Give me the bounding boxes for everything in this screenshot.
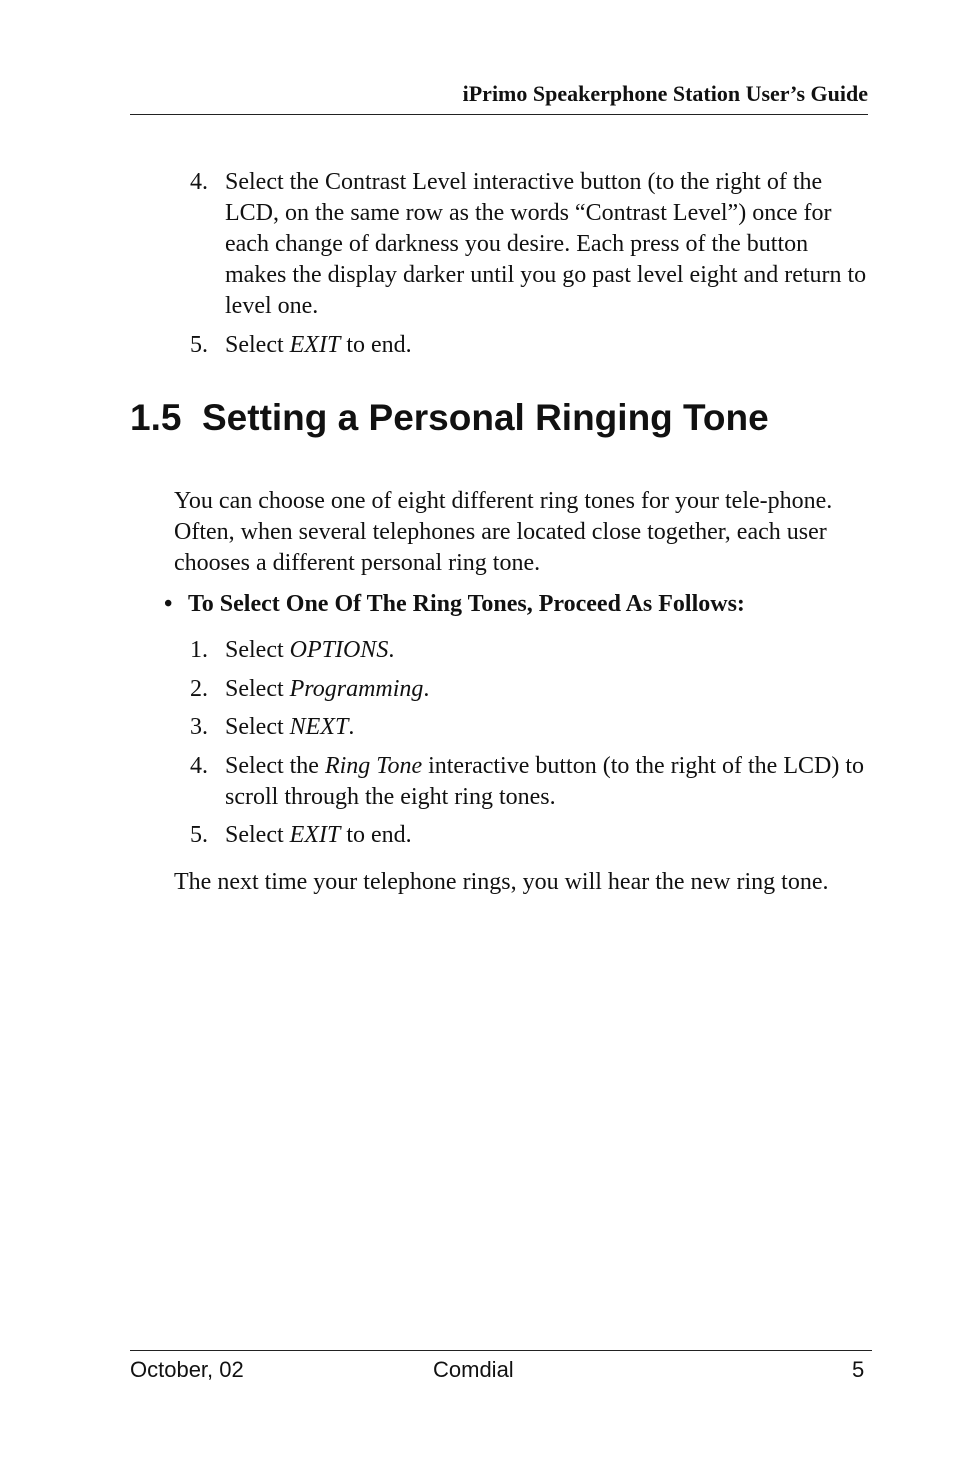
- list-item: [190, 167, 870, 322]
- step-number: 3.: [190, 714, 208, 740]
- page-number: 5: [852, 1357, 865, 1382]
- step-emphasis: Programming: [289, 675, 424, 702]
- step-text-after: .: [348, 714, 355, 740]
- step-text-after: interactive button (to the right of the LCD) to scroll through the eight ring tones.: [225, 752, 864, 810]
- step-number: 4.: [190, 169, 208, 195]
- list-item: [190, 674, 870, 705]
- step-text: Select the Contrast Level interactive button (to the right of the LCD, on the same row as the words “Contrast Level”) once for each change of darkness you desire. Each press of the button makes the display darker until you go past level eight and return to level one.: [225, 169, 867, 319]
- bullet: •: [164, 591, 173, 617]
- step-text-after: to end.: [340, 822, 412, 848]
- step-emphasis: EXIT: [289, 822, 341, 848]
- step-number: 5.: [190, 332, 208, 358]
- step-text-before: Select: [225, 332, 290, 358]
- step-text-before: Select: [225, 822, 290, 848]
- footer-rule: [130, 1350, 872, 1351]
- step-emphasis: NEXT: [289, 714, 349, 740]
- step-number: 5.: [190, 822, 208, 848]
- step-text-before: Select the: [225, 752, 325, 779]
- list-item: [190, 820, 870, 851]
- previous-steps-list: [190, 167, 870, 369]
- step-emphasis: EXIT: [289, 332, 341, 358]
- list-item: [190, 712, 870, 743]
- step-text-after: to end.: [340, 332, 412, 358]
- step-text-after: .: [423, 675, 430, 702]
- list-item: [190, 751, 870, 813]
- list-item: [190, 635, 870, 666]
- step-text-after: .: [388, 637, 395, 663]
- step-text-before: Select: [225, 675, 290, 702]
- closing-paragraph: The next time your telephone rings, you will hear the new ring tone.: [174, 869, 829, 895]
- step-number: 2.: [190, 675, 208, 702]
- step-text-before: Select: [225, 637, 290, 663]
- procedure-heading: [164, 589, 745, 620]
- ring-tone-steps-list: [190, 635, 870, 859]
- step-number: 4.: [190, 752, 208, 779]
- intro-paragraph: You can choose one of eight different ring tones for your tele-phone. Often, when several telephones are located close together, each user chooses a different personal ring tone.: [174, 488, 833, 576]
- step-emphasis: Ring Tone: [324, 752, 423, 779]
- procedure-heading-text: To Select One Of The Ring Tones, Proceed As Follows:: [188, 591, 745, 617]
- footer-date: October, 02: [130, 1357, 244, 1382]
- step-emphasis: OPTIONS: [289, 637, 389, 663]
- step-text-before: Select: [225, 714, 290, 740]
- footer-company: Comdial: [433, 1357, 514, 1382]
- running-header: iPrimo Speakerphone Station User’s Guide: [462, 81, 868, 106]
- section-title: 1.5 Setting a Personal Ringing Tone: [130, 397, 769, 438]
- step-number: 1.: [190, 637, 208, 663]
- list-item: [190, 330, 870, 361]
- header-rule: [130, 114, 868, 115]
